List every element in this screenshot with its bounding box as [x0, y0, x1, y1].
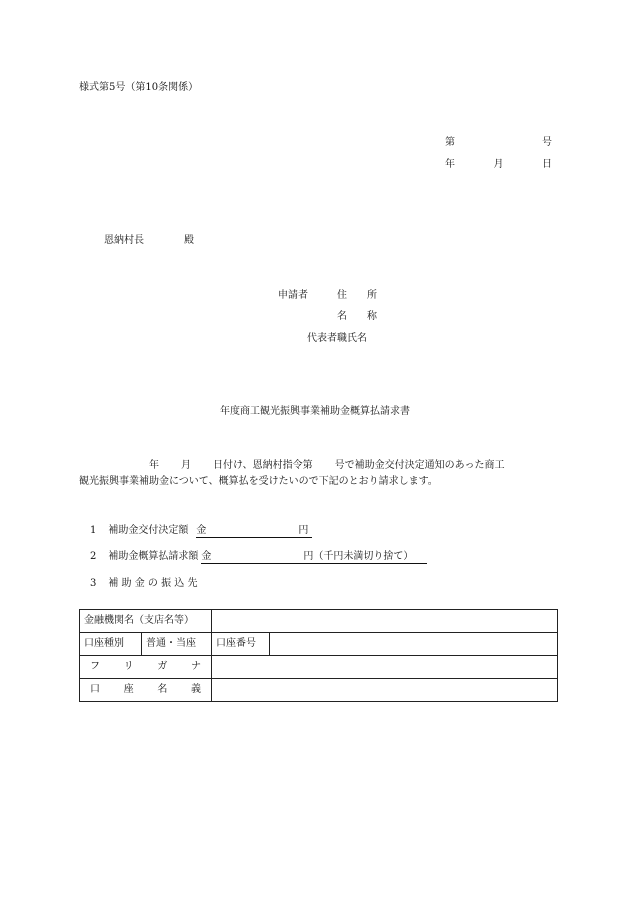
amount-line [201, 551, 427, 564]
address-char-2: 所 [367, 290, 377, 301]
holder-char: 座 [123, 684, 134, 695]
item-number: 1 [90, 525, 97, 536]
table-row [80, 610, 558, 633]
doc-number-dai: 第 [445, 137, 455, 148]
item-number: 2 [90, 551, 97, 562]
addressee-honorific: 殿 [184, 235, 194, 246]
kin-char: 金 [196, 525, 207, 536]
item-advance-payment-amount [90, 551, 427, 564]
item-label: 補 助 金 の 振 込 先 [108, 578, 198, 589]
furigana-value[interactable] [212, 656, 558, 679]
applicant-label: 申請者 [278, 290, 308, 301]
body-dated-suffix: 号で補助金交付決定通知のあった商工 [334, 460, 505, 471]
bank-account-table [79, 609, 558, 702]
account-type-value[interactable]: 普通・当座 [142, 633, 212, 656]
body-month: 月 [181, 460, 191, 471]
furigana-char: リ [123, 661, 134, 672]
furigana-char: ガ [157, 661, 168, 672]
form-number: 様式第5号（第10条関係） [79, 82, 199, 93]
date-day: 日 [542, 159, 552, 170]
account-holder-label [80, 679, 212, 702]
item-label: 補助金交付決定額 [108, 525, 189, 536]
account-number-label: 口座番号 [212, 633, 270, 656]
holder-char: 義 [190, 684, 201, 695]
document-date [445, 159, 552, 171]
item-label: 補助金概算払請求額 [108, 551, 199, 562]
body-line-2: 観光振興事業補助金について、概算払を受けたいので下記のとおり請求します。 [79, 476, 438, 487]
applicant-address-label [337, 290, 377, 302]
furigana-char: ナ [190, 661, 201, 672]
table-row [80, 656, 558, 679]
document-title: 年度商工観光振興事業補助金概算払請求書 [220, 406, 410, 417]
doc-number-go: 号 [542, 137, 552, 148]
furigana-char: フ [90, 661, 100, 672]
kin-char: 金 [201, 551, 212, 562]
holder-char: 名 [157, 684, 168, 695]
item-number: 3 [90, 578, 97, 589]
name-char-1: 名 [337, 311, 347, 322]
body-line-1 [79, 460, 557, 472]
body-year: 年 [149, 460, 159, 471]
account-number-value[interactable] [270, 633, 558, 656]
applicant-representative-label: 代表者職氏名 [307, 333, 367, 344]
bank-name-value[interactable] [212, 610, 558, 633]
yen-char: 円 [298, 525, 309, 536]
applicant-name-label [337, 311, 377, 323]
addressee-name: 恩納村長 [104, 235, 144, 246]
document-number [445, 137, 552, 149]
item-transfer-destination [90, 578, 197, 590]
table-row [80, 633, 558, 656]
yen-note: 円（千円未満切り捨て） [303, 551, 414, 562]
account-type-label: 口座種別 [80, 633, 142, 656]
date-month: 月 [493, 159, 504, 170]
name-char-2: 称 [367, 311, 377, 322]
address-char-1: 住 [337, 290, 347, 301]
body-dated-prefix: 日付け、恩納村指令第 [213, 460, 313, 471]
table-row [80, 679, 558, 702]
account-holder-value[interactable] [212, 679, 558, 702]
date-year: 年 [445, 159, 455, 170]
amount-line [196, 525, 312, 538]
bank-name-label: 金融機関名（支店名等） [80, 610, 212, 633]
item-grant-decision-amount [90, 525, 312, 538]
addressee [104, 235, 194, 247]
holder-char: 口 [90, 684, 100, 695]
furigana-label [80, 656, 212, 679]
